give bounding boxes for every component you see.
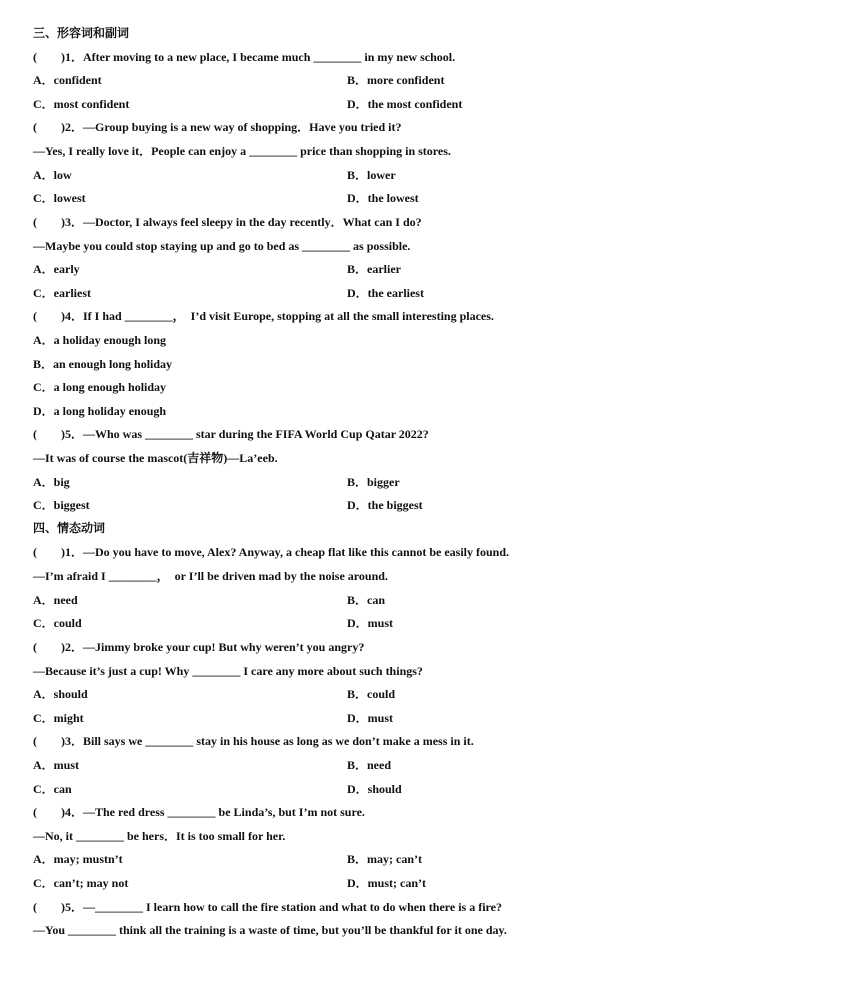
question-3-1-stem: ( )1．After moving to a new place, I became much ________ in my new school. bbox=[33, 50, 456, 64]
question-4-2-stem: ( )2．—Jimmy broke your cup! But why weren’t you angry? bbox=[33, 640, 365, 654]
option-4-3-a[interactable]: A．must bbox=[33, 758, 80, 772]
option-4-4-b[interactable]: B．may; can’t bbox=[347, 852, 422, 866]
option-3-3-c[interactable]: C．earliest bbox=[33, 286, 91, 300]
option-3-1-a[interactable]: A．confident bbox=[33, 73, 102, 87]
option-4-2-d[interactable]: D．must bbox=[347, 711, 394, 725]
option-4-2-c[interactable]: C．might bbox=[33, 711, 84, 725]
question-4-2-response: —Because it’s just a cup! Why ________ I care any more about such things? bbox=[33, 664, 423, 678]
question-4-1-response: —I’m afraid I ________， or I’ll be driven mad by the noise around. bbox=[33, 569, 388, 583]
question-3-3-response: —Maybe you could stop staying up and go to bed as ________ as possible. bbox=[33, 239, 411, 253]
question-3-3-stem: ( )3．—Doctor, I always feel sleepy in the day recently．What can I do? bbox=[33, 215, 422, 229]
question-4-5-stem: ( )5．—________ I learn how to call the fire station and what to do when there is a fire? bbox=[33, 900, 502, 914]
option-3-5-d[interactable]: D．the biggest bbox=[347, 498, 423, 512]
option-3-1-b[interactable]: B．more confident bbox=[347, 73, 445, 87]
option-3-5-c[interactable]: C．biggest bbox=[33, 498, 90, 512]
option-3-4-c[interactable]: C．a long enough holiday bbox=[33, 380, 167, 394]
option-3-5-a[interactable]: A．big bbox=[33, 475, 70, 489]
question-3-2-response: —Yes, I really love it．People can enjoy a ________ price than shopping in stores. bbox=[33, 144, 451, 158]
option-4-4-d[interactable]: D．must; can’t bbox=[347, 876, 426, 890]
option-4-3-d[interactable]: D．should bbox=[347, 782, 402, 796]
section-heading-adjectives-adverbs: 三、形容词和副词 bbox=[33, 26, 130, 40]
section-heading-modal-verbs: 四、情态动词 bbox=[33, 521, 106, 535]
option-4-3-c[interactable]: C．can bbox=[33, 782, 72, 796]
question-3-5-stem: ( )5．—Who was ________ star during the FIFA World Cup Qatar 2022? bbox=[33, 427, 429, 441]
option-4-1-b[interactable]: B．can bbox=[347, 593, 386, 607]
option-4-2-b[interactable]: B．could bbox=[347, 687, 396, 701]
question-4-5-response: —You ________ think all the training is a waste of time, but you’ll be thankful for it one day. bbox=[33, 923, 507, 937]
option-3-3-b[interactable]: B．earlier bbox=[347, 262, 401, 276]
option-3-2-b[interactable]: B．lower bbox=[347, 168, 396, 182]
question-4-4-stem: ( )4．—The red dress ________ be Linda’s, but I’m not sure. bbox=[33, 805, 365, 819]
option-3-2-c[interactable]: C．lowest bbox=[33, 191, 86, 205]
option-3-2-a[interactable]: A．low bbox=[33, 168, 72, 182]
option-3-5-b[interactable]: B．bigger bbox=[347, 475, 400, 489]
question-4-3-stem: ( )3．Bill says we ________ stay in his house as long as we don’t make a mess in it. bbox=[33, 734, 474, 748]
option-3-2-d[interactable]: D．the lowest bbox=[347, 191, 419, 205]
option-3-3-d[interactable]: D．the earliest bbox=[347, 286, 424, 300]
question-3-5-response: —It was of course the mascot(吉祥物)—La’eeb. bbox=[33, 451, 278, 465]
option-4-1-d[interactable]: D．must bbox=[347, 616, 394, 630]
question-3-4-stem: ( )4．If I had ________， I’d visit Europe, stopping at all the small interesting places. bbox=[33, 309, 494, 323]
option-4-1-a[interactable]: A．need bbox=[33, 593, 78, 607]
option-3-1-d[interactable]: D．the most confident bbox=[347, 97, 463, 111]
option-3-3-a[interactable]: A．early bbox=[33, 262, 80, 276]
question-3-2-stem: ( )2．—Group buying is a new way of shopping．Have you tried it? bbox=[33, 120, 402, 134]
question-4-1-stem: ( )1．—Do you have to move, Alex? Anyway, a cheap flat like this cannot be easily found. bbox=[33, 545, 510, 559]
option-4-4-a[interactable]: A．may; mustn’t bbox=[33, 852, 123, 866]
option-3-4-a[interactable]: A．a holiday enough long bbox=[33, 333, 167, 347]
option-4-1-c[interactable]: C．could bbox=[33, 616, 82, 630]
option-4-3-b[interactable]: B．need bbox=[347, 758, 392, 772]
option-3-4-b[interactable]: B．an enough long holiday bbox=[33, 357, 173, 371]
question-4-4-response: —No, it ________ be hers．It is too small for her. bbox=[33, 829, 286, 843]
option-4-2-a[interactable]: A．should bbox=[33, 687, 88, 701]
option-3-4-d[interactable]: D．a long holiday enough bbox=[33, 404, 167, 418]
option-4-4-c[interactable]: C．can’t; may not bbox=[33, 876, 129, 890]
option-3-1-c[interactable]: C．most confident bbox=[33, 97, 130, 111]
